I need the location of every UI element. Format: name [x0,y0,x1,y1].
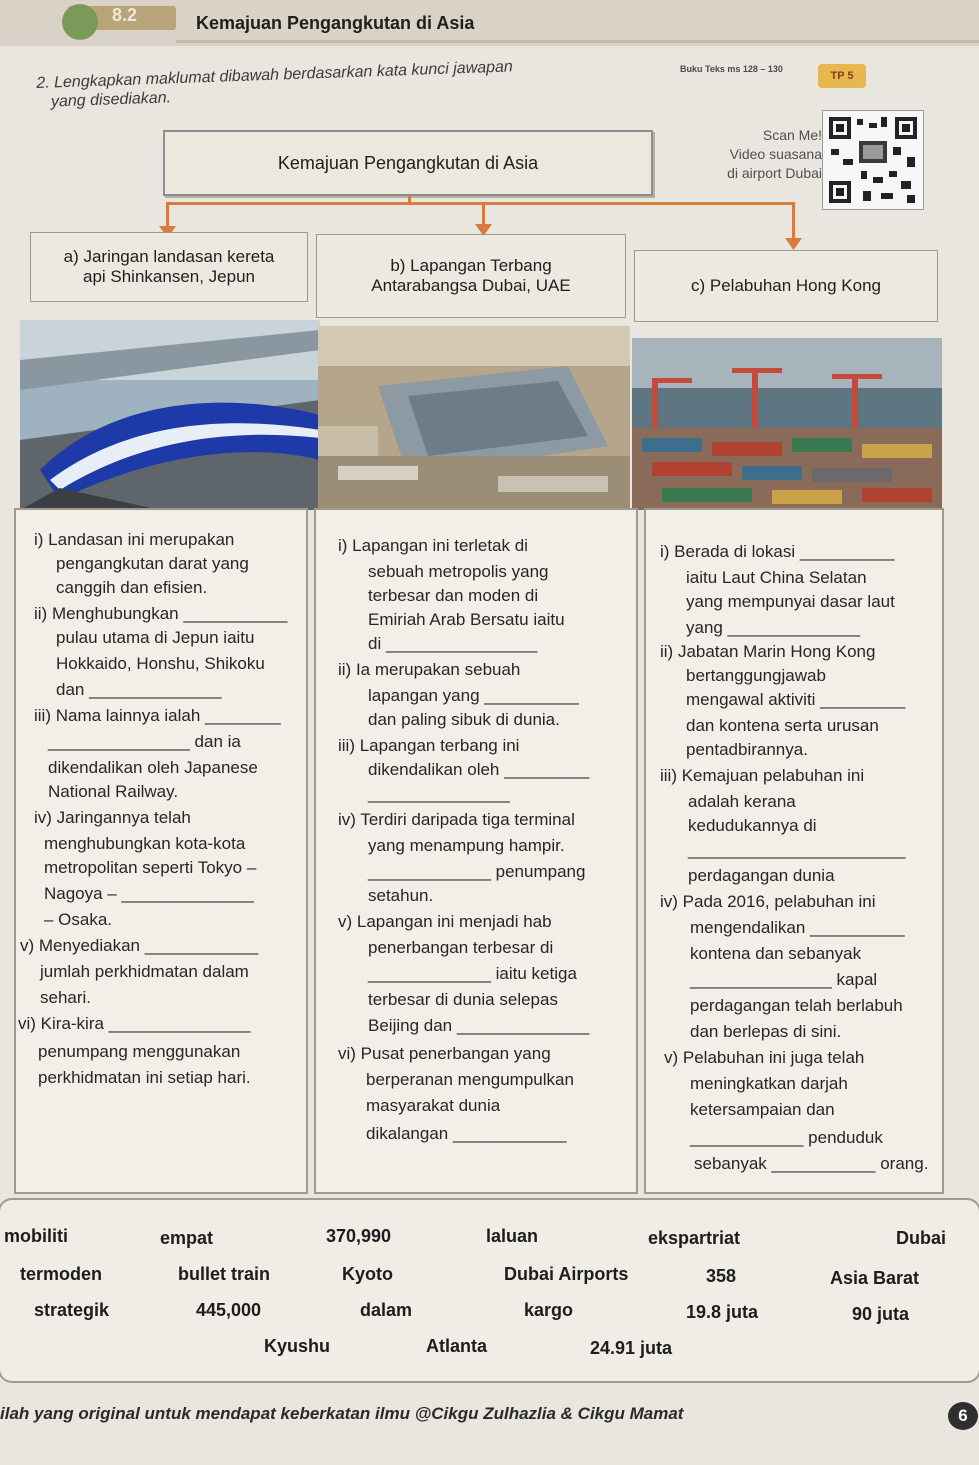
word-bank-item[interactable]: 90 juta [852,1304,910,1324]
col-a-line[interactable]: vi) Kira-kira _______________ [18,1014,251,1033]
word-bank-item[interactable]: 19.8 juta [686,1302,759,1322]
col-a-line: menghubungkan kota-kota [44,834,246,853]
col-b-line[interactable]: dikendalikan oleh _________ [368,760,590,779]
col-c-line: perdagangan telah berlabuh [690,996,903,1015]
qr-caption [702,126,822,183]
col-a-line: dikendalikan oleh Japanese [48,758,258,777]
word-bank-item[interactable]: 358 [706,1266,737,1286]
col-c-line[interactable]: yang ______________ [686,618,860,637]
col-b-line: v) Lapangan ini menjadi hab [338,912,552,931]
col-b-line: iii) Lapangan terbang ini [338,736,520,755]
col-c-line: dan berlepas di sini. [690,1022,842,1041]
qr-caption-line-1: Scan Me! [762,127,822,143]
col-c-line: iaitu Laut China Selatan [686,568,867,587]
col-a-line: canggih dan efisien. [56,578,208,597]
col-c-line: dan kontena serta urusan [686,716,879,735]
dubai-airport-photo [318,326,630,510]
col-b-line[interactable]: dikalangan ____________ [366,1124,567,1143]
col-b-line: yang menampung hampir. [368,836,565,855]
col-b-line: terbesar dan moden di [368,586,539,605]
col-a-line[interactable]: v) Menyediakan ____________ [20,936,259,955]
globe-icon [62,4,98,40]
shinkansen-photo [20,320,320,510]
col-c-line[interactable]: mengendalikan __________ [690,918,905,937]
col-c-line: ketersampaian dan [690,1100,835,1119]
word-bank-item[interactable]: 370,990 [326,1226,392,1246]
col-a-line[interactable]: dan ______________ [56,680,222,699]
word-bank-item[interactable]: laluan [486,1226,539,1246]
col-c-line: iv) Pada 2016, pelabuhan ini [660,892,876,911]
col-b-line[interactable]: _____________ penumpang [368,862,586,881]
footer-text: ilah yang original untuk mendapat keberkatan ilmu @Cikgu Zulhazlia & Cikgu Mamat [0,1404,684,1423]
word-bank-item[interactable]: ekspartriat [648,1228,741,1248]
col-c-line[interactable]: ____________ penduduk [690,1128,883,1147]
col-b-line[interactable]: di ________________ [368,634,538,653]
heading-c: c) Pelabuhan Hong Kong [634,250,938,322]
page-title: Kemajuan Pengangkutan di Asia [196,13,475,33]
col-b-line: i) Lapangan ini terletak di [338,536,528,555]
header-divider [176,40,979,43]
col-c-line: perdagangan dunia [688,866,835,885]
col-b-line[interactable]: lapangan yang __________ [368,686,579,705]
page-number: 6 [948,1402,978,1430]
col-b-line: iv) Terdiri daripada tiga terminal [338,810,575,829]
col-a-line: sehari. [40,988,92,1007]
question-number: 2. [36,74,50,92]
word-bank-item[interactable]: Dubai Airports [504,1264,629,1284]
heading-a-line-1: a) Jaringan landasan kereta [63,247,275,266]
section-number: 8.2 [112,5,138,25]
col-c-line: pentadbirannya. [686,740,808,759]
col-b-line: Emiriah Arab Bersatu iaitu [368,610,565,629]
col-b-line: sebuah metropolis yang [368,562,549,581]
col-a-line[interactable]: ii) Menghubungkan ___________ [34,604,288,623]
col-c-line: ii) Jabatan Marin Hong Kong [660,642,876,661]
col-c-line: kedudukannya di [688,816,817,835]
col-b-line: setahun. [368,886,434,905]
col-a-line[interactable]: iii) Nama lainnya ialah ________ [34,706,281,725]
col-c-line: kontena dan sebanyak [690,944,862,963]
col-b-line[interactable]: _____________ iaitu ketiga [368,964,577,983]
word-bank-item[interactable]: termoden [20,1264,103,1284]
col-a-line: metropolitan seperti Tokyo – [44,858,257,877]
col-c-line: bertanggungjawab [686,666,826,685]
col-c-line[interactable]: _______________ kapal [690,970,878,989]
col-a-line: pengangkutan darat yang [56,554,249,573]
word-bank-item[interactable]: dalam [360,1300,413,1320]
textbook-reference: Buku Teks ms 128 – 130 [680,64,783,74]
col-c-line: meningkatkan darjah [690,1074,848,1093]
heading-b-line-1: b) Lapangan Terbang [390,256,552,275]
col-b-line: terbesar di dunia selepas [368,990,558,1009]
word-bank-item[interactable]: mobiliti [4,1226,68,1246]
qr-caption-line-2: Video suasana [729,146,822,162]
arrow-down-icon [785,238,802,250]
col-a-line: i) Landasan ini merupakan [34,530,235,549]
col-a-line: penumpang menggunakan [38,1042,241,1061]
col-c-line: v) Pelabuhan ini juga telah [664,1048,865,1067]
level-stamp: TP 5 [818,64,866,88]
col-b-line: ii) Ia merupakan sebuah [338,660,521,679]
instruction-line-1: Lengkapkan maklumat dibawah berdasarkan kata kunci jawapan [53,58,514,92]
col-a-line: pulau utama di Jepun iaitu [56,628,255,647]
connector [166,202,794,205]
col-b-line: dan paling sibuk di dunia. [368,710,560,729]
col-b-line: berperanan mengumpulkan [366,1070,574,1089]
col-b-line: vi) Pusat penerbangan yang [338,1044,551,1063]
word-bank-item[interactable]: 445,000 [196,1300,262,1320]
heading-b-line-2: Antarabangsa Dubai, UAE [371,276,571,295]
col-c-line[interactable]: mengawal aktiviti _________ [686,690,906,709]
instruction-text [36,53,637,112]
col-a-line[interactable]: Nagoya – ______________ [44,884,254,903]
col-b-line[interactable]: Beijing dan ______________ [368,1016,590,1035]
word-bank-item[interactable]: kargo [524,1300,574,1320]
hong-kong-port-photo [632,338,942,510]
col-a-line: Hokkaido, Honshu, Shikoku [56,654,265,673]
qr-caption-line-3: di airport Dubai [727,165,822,181]
col-a-line: iv) Jaringannya telah [34,808,191,827]
qr-code-icon[interactable] [822,110,924,210]
word-bank-item[interactable]: empat [160,1228,214,1248]
heading-b [316,234,626,318]
col-c-line: iii) Kemajuan pelabuhan ini [660,766,865,785]
word-bank-item[interactable]: 24.91 juta [590,1338,673,1358]
heading-a [30,232,308,302]
word-bank-item[interactable]: Kyushu [264,1336,331,1356]
word-bank-item[interactable]: Asia Barat [830,1268,920,1288]
col-c-line[interactable]: sebanyak ___________ orang. [694,1154,929,1173]
word-bank-item[interactable]: bullet train [178,1264,271,1284]
word-bank-item[interactable]: strategik [34,1300,110,1320]
col-c-line[interactable]: i) Berada di lokasi __________ [660,542,895,561]
col-a-line[interactable]: _______________ dan ia [48,732,241,751]
word-bank-item[interactable]: Dubai [896,1228,947,1248]
instruction-line-2: yang disediakan. [50,89,172,111]
col-a-line: National Railway. [48,782,179,801]
col-b-line: penerbangan terbesar di [368,938,554,957]
col-b-line[interactable]: _______________ [368,784,510,803]
word-bank-item[interactable]: Atlanta [426,1336,488,1356]
word-bank-item[interactable]: Kyoto [342,1264,393,1284]
col-c-line: adalah kerana [688,792,796,811]
col-c-line[interactable]: _______________________ [688,840,906,859]
col-c-line: yang mempunyai dasar laut [686,592,895,611]
col-b-line: masyarakat dunia [366,1096,501,1115]
heading-a-line-2: api Shinkansen, Jepun [82,267,256,286]
col-a-line: perkhidmatan ini setiap hari. [38,1068,251,1087]
col-a-line: – Osaka. [44,910,113,929]
col-a-line: jumlah perkhidmatan dalam [40,962,249,981]
diagram-title-box: Kemajuan Pengangkutan di Asia [163,130,653,196]
